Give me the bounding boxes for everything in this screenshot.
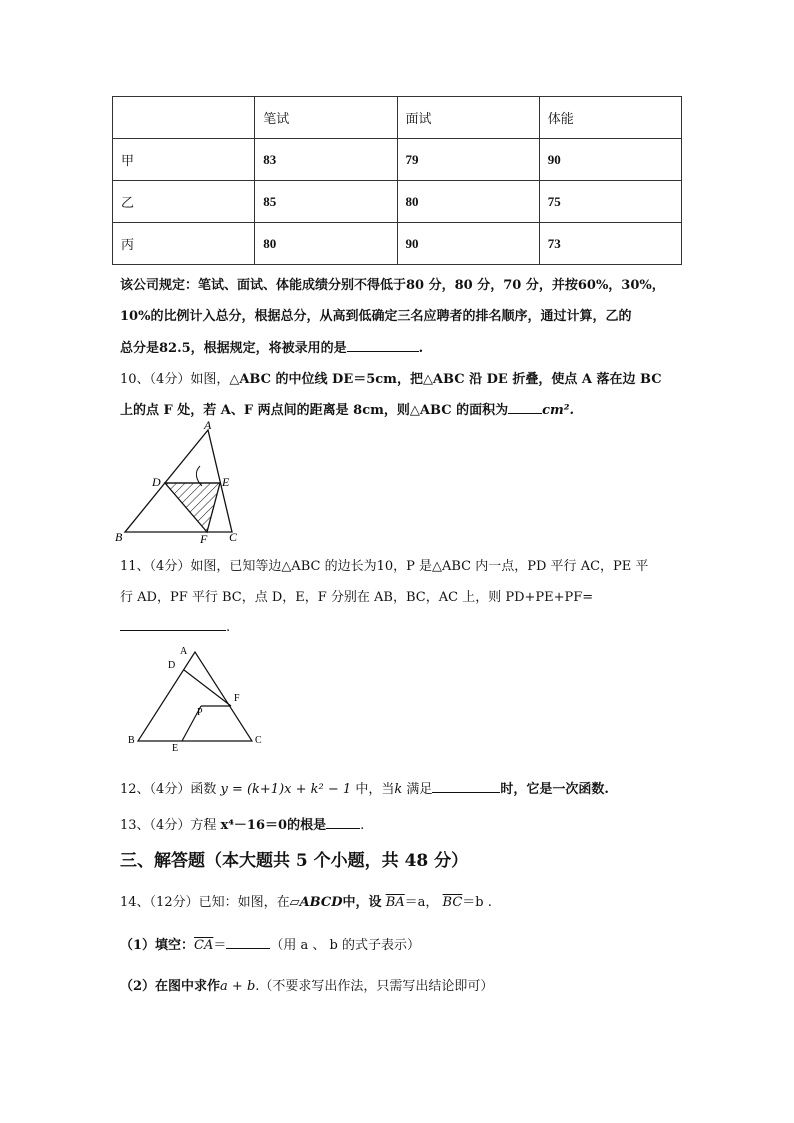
table-cell-name: 甲 <box>113 139 255 181</box>
q11-line2: 行 AD，PF 平行 BC，点 D，E，F 分别在 AB，BC，AC 上，则 PD+PE+PF= <box>120 590 594 605</box>
label-d: D <box>152 475 161 489</box>
q10-text2a: 上的点 F 处，若 A、F 两点间的距离是 8cm，则△ABC 的面积为 <box>120 403 509 418</box>
label-b: B <box>128 735 135 746</box>
q12-suffix: 时，它是一次函数. <box>500 782 609 797</box>
q12-mid: 中，当 <box>355 782 395 797</box>
table-cell: 79 <box>397 139 539 181</box>
q13-prefix: 13、（4分）方程 <box>120 818 217 833</box>
table-cell: 80 <box>397 181 539 223</box>
label-f: F <box>200 532 208 545</box>
q13-answer-blank[interactable] <box>326 816 360 829</box>
q14-eq-b: ＝b . <box>462 895 492 910</box>
q10-figure <box>112 420 252 545</box>
q12-line <box>120 778 609 797</box>
q11-end: . <box>226 620 231 635</box>
vector-bc: $\overline{BC}$ <box>442 895 463 910</box>
table-header-cell: 笔试 <box>255 97 397 139</box>
label-a: A <box>180 646 188 657</box>
table-header-cell <box>113 97 255 139</box>
q13-line <box>120 814 364 833</box>
q14-part2-label: （2）在图中求作 <box>120 979 221 994</box>
vector-ca: $\overline{CA}$ <box>194 938 214 953</box>
label-c: C <box>229 530 238 544</box>
label-b: B <box>115 530 123 544</box>
label-a: A <box>204 420 212 432</box>
q14-part1-hint: （用 a 、 b 的式子表示） <box>270 938 421 953</box>
table-header-cell: 体能 <box>539 97 681 139</box>
q9-line1: 该公司规定：笔试、面试、体能成绩分别不得低于80 分，80 分，70 分，并按60%，30%， <box>120 278 665 293</box>
q10-text1: △ABC 的中位线 DE＝5cm，把△ABC 沿 DE 折叠，使点 A 落在边 BC <box>229 372 662 387</box>
table-cell: 80 <box>255 223 397 265</box>
table-row <box>113 181 682 223</box>
triangle-abc <box>125 430 232 532</box>
q13-equation: x⁴－16＝0 <box>220 818 288 833</box>
q9-line3-text: 总分是82.5，根据规定，将被录用的是 <box>120 341 347 356</box>
q12-k: k <box>394 782 403 797</box>
folded-triangle-def <box>165 483 220 532</box>
q14-part1-label: （1）填空： <box>120 938 195 953</box>
q14-part2 <box>120 975 493 994</box>
label-c: C <box>255 735 262 746</box>
score-table <box>112 96 682 265</box>
label-d: D <box>168 660 176 671</box>
table-cell-name: 丙 <box>113 223 255 265</box>
vector-ba: $\overline{BA}$ <box>385 895 405 910</box>
q14-line1 <box>120 891 492 910</box>
table-cell: 75 <box>539 181 681 223</box>
q12-formula: y = (k+1)x + k² − 1 <box>220 782 352 797</box>
segment-pd <box>184 670 231 706</box>
table-header-cell: 面试 <box>397 97 539 139</box>
table-header-row <box>113 97 682 139</box>
q10-unit: cm². <box>542 403 574 418</box>
q12-answer-blank[interactable] <box>432 780 500 793</box>
section-title: 三、解答题（本大题共 5 个小题，共 48 分） <box>120 851 469 871</box>
label-e: E <box>172 743 179 754</box>
table-cell: 85 <box>255 181 397 223</box>
q10-prefix: 10、（4分）如图， <box>120 372 230 387</box>
q14-prefix: 14、（12分）已知：如图，在 <box>120 895 290 910</box>
table-cell: 90 <box>539 139 681 181</box>
label-e: E <box>222 475 230 489</box>
q9-line3 <box>120 337 423 356</box>
q11-figure <box>120 644 270 754</box>
q14-mid: 中，设 <box>342 895 382 910</box>
q14-part1-eq: ＝ <box>213 938 227 953</box>
label-p: P <box>197 707 203 718</box>
q9-line3-end: . <box>418 341 424 356</box>
table-row <box>113 139 682 181</box>
q9-answer-blank[interactable] <box>347 339 419 352</box>
q14-part2-note: .（不要求写出作法，只需写出结论即可） <box>255 979 494 994</box>
q11-line3 <box>120 618 230 635</box>
q12-mid2: 满足 <box>406 782 433 797</box>
q14-parallelogram: ▱ABCD <box>289 895 343 910</box>
q10-line2 <box>120 399 574 418</box>
q14-part1-blank[interactable] <box>226 936 270 949</box>
q13-mid: 的根是 <box>287 818 327 833</box>
q12-prefix: 12、（4分）函数 <box>120 782 217 797</box>
q11-line1: 11、（4分）如图，已知等边△ABC 的边长为10，P 是△ABC 内一点，PD 平行 AC，PE 平 <box>120 559 649 574</box>
table-row <box>113 223 682 265</box>
q10-line1 <box>120 368 662 387</box>
q9-line2: 10%的比例计入总分，根据总分，从高到低确定三名应聘者的排名顺序，通过计算，乙的 <box>120 309 632 324</box>
table-cell: 90 <box>397 223 539 265</box>
q11-answer-blank[interactable] <box>120 618 226 631</box>
label-f: F <box>234 693 240 704</box>
q14-part1 <box>120 934 420 953</box>
table-cell: 83 <box>255 139 397 181</box>
q13-end: . <box>360 818 365 833</box>
q14-part2-sum: a + b <box>220 979 256 994</box>
q14-eq-a: ＝a， <box>404 895 439 910</box>
table-cell-name: 乙 <box>113 181 255 223</box>
q10-answer-blank[interactable] <box>508 401 542 414</box>
table-cell: 73 <box>539 223 681 265</box>
